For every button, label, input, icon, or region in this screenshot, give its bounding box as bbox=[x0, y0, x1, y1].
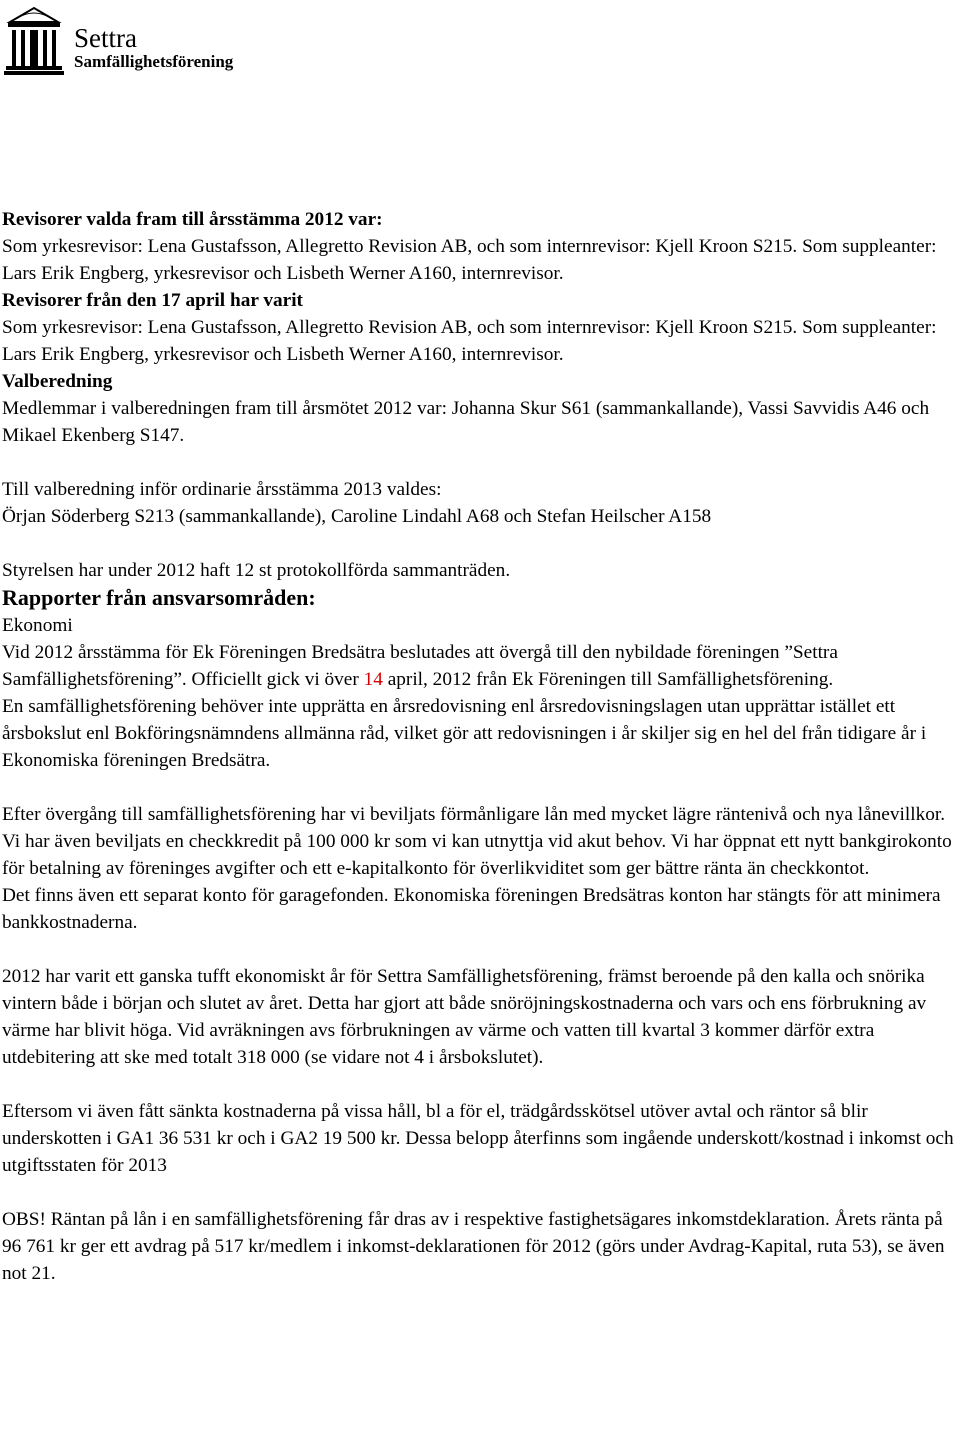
organization-name: Settra bbox=[74, 23, 137, 53]
manor-columns-icon bbox=[4, 4, 64, 76]
ekonomi-paragraph-5: 2012 har varit ett ganska tufft ekonomiskt år för Settra Samfällighetsförening, främst beroende på den kalla och snörika vintern både i början och slutet av året. Detta har gjort att både snöröjningskostnaderna och vars och ens förbrukning av värme har blivit höga. Vid avräkningen avs förbrukningen av värme och vatten till kvartal 3 kommer därför extra utdebitering att ske med totalt 318 000 (se vidare not 4 i årsbokslutet). bbox=[2, 966, 927, 1068]
ekonomi-paragraph-1 bbox=[2, 639, 958, 693]
ekonomi-paragraph-7: OBS! Räntan på lån i en samfällighetsförening får dras av i respektive fastighetsägares inkomstdeklaration. Årets ränta på 96 761 kr ger ett avdrag på 517 kr/medlem i inkomst-deklarationen för 2012 (görs under Avdrag-Kapital, ruta 53), se även not 21. bbox=[2, 1209, 945, 1284]
ekonomi-paragraph-4: Det finns även ett separat konto för garagefonden. Ekonomiska föreningen Bredsätras konton har stängts för att minimera bankkostnaderna. bbox=[2, 885, 941, 933]
organization-subtitle: Samfällighetsförening bbox=[74, 52, 234, 71]
p1-text-after: april, 2012 från Ek Föreningen till Samfällighetsförening. bbox=[382, 669, 834, 690]
ekonomi-paragraph-3: Efter övergång till samfällighetsförening har vi beviljats förmånligare lån med mycket lägre räntenivå och nya lånevillkor. Vi har även beviljats en checkkredit på 100 000 kr som vi kan utnyttja vid akut behov. Vi har öppnat ett nytt bankgirokonto för betalning av föreninges avgifter och ett e-kapitalkonto för överlikviditet som ger bättre ränta än checkkontot. bbox=[2, 804, 952, 879]
ekonomi-subheading: Ekonomi bbox=[2, 615, 73, 636]
revisorer-2012-text: Som yrkesrevisor: Lena Gustafsson, Allegretto Revision AB, och som internrevisor: Kjell Kroon S215. Som suppleanter: Lars Erik Engberg, yrkesrevisor och Lisbeth Werner A160, internrevisor. bbox=[2, 236, 937, 284]
document-header bbox=[0, 0, 400, 80]
valberedning-next-intro: Till valberedning inför ordinarie årsstämma 2013 valdes: bbox=[2, 479, 442, 500]
rapporter-heading: Rapporter från ansvarsområden: bbox=[2, 585, 316, 610]
valberedning-next-members: Örjan Söderberg S213 (sammankallande), Caroline Lindahl A68 och Stefan Heilscher A158 bbox=[2, 506, 712, 527]
p1-text-before: Vid 2012 årsstämma för Ek Föreningen Bredsätra beslutades att övergå till den nybildade föreningen ”Settra Samfällighetsförening”. Officiellt gick vi över bbox=[2, 642, 838, 690]
ekonomi-paragraph-6: Eftersom vi även fått sänkta kostnaderna på vissa håll, bl a för el, trädgårdsskötsel utöver avtal och räntor så blir underskotten i GA1 36 531 kr och i GA2 19 500 kr. Dessa belopp återfinns som ingående underskott/kostnad i inkomst och utgiftsstaten för 2013 bbox=[2, 1101, 954, 1176]
valberedning-heading: Valberedning bbox=[2, 371, 113, 392]
p1-highlight-date: 14 bbox=[363, 669, 383, 690]
revisorer-april-heading: Revisorer från den 17 april har varit bbox=[2, 290, 303, 311]
revisorer-2012-heading: Revisorer valda fram till årsstämma 2012 var: bbox=[2, 209, 383, 230]
ekonomi-paragraph-2: En samfällighetsförening behöver inte upprätta en årsredovisning enl årsredovisningslagen utan upprättar istället ett årsbokslut enl Bokföringsnämndens allmänna råd, vilket gör att redovisningen i år skiljer sig en hel del från tidigare år i Ekonomiska föreningen Bredsätra. bbox=[2, 696, 927, 771]
styrelsen-text: Styrelsen har under 2012 haft 12 st protokollförda sammanträden. bbox=[2, 560, 511, 581]
revisorer-april-text: Som yrkesrevisor: Lena Gustafsson, Allegretto Revision AB, och som internrevisor: Kjell Kroon S215. Som suppleanter: Lars Erik Engberg, yrkesrevisor och Lisbeth Werner A160, internrevisor. bbox=[2, 317, 937, 365]
document-body bbox=[2, 206, 958, 1287]
valberedning-text: Medlemmar i valberedningen fram till årsmötet 2012 var: Johanna Skur S61 (sammankallande), Vassi Savvidis A46 och Mikael Ekenberg S147. bbox=[2, 398, 930, 446]
